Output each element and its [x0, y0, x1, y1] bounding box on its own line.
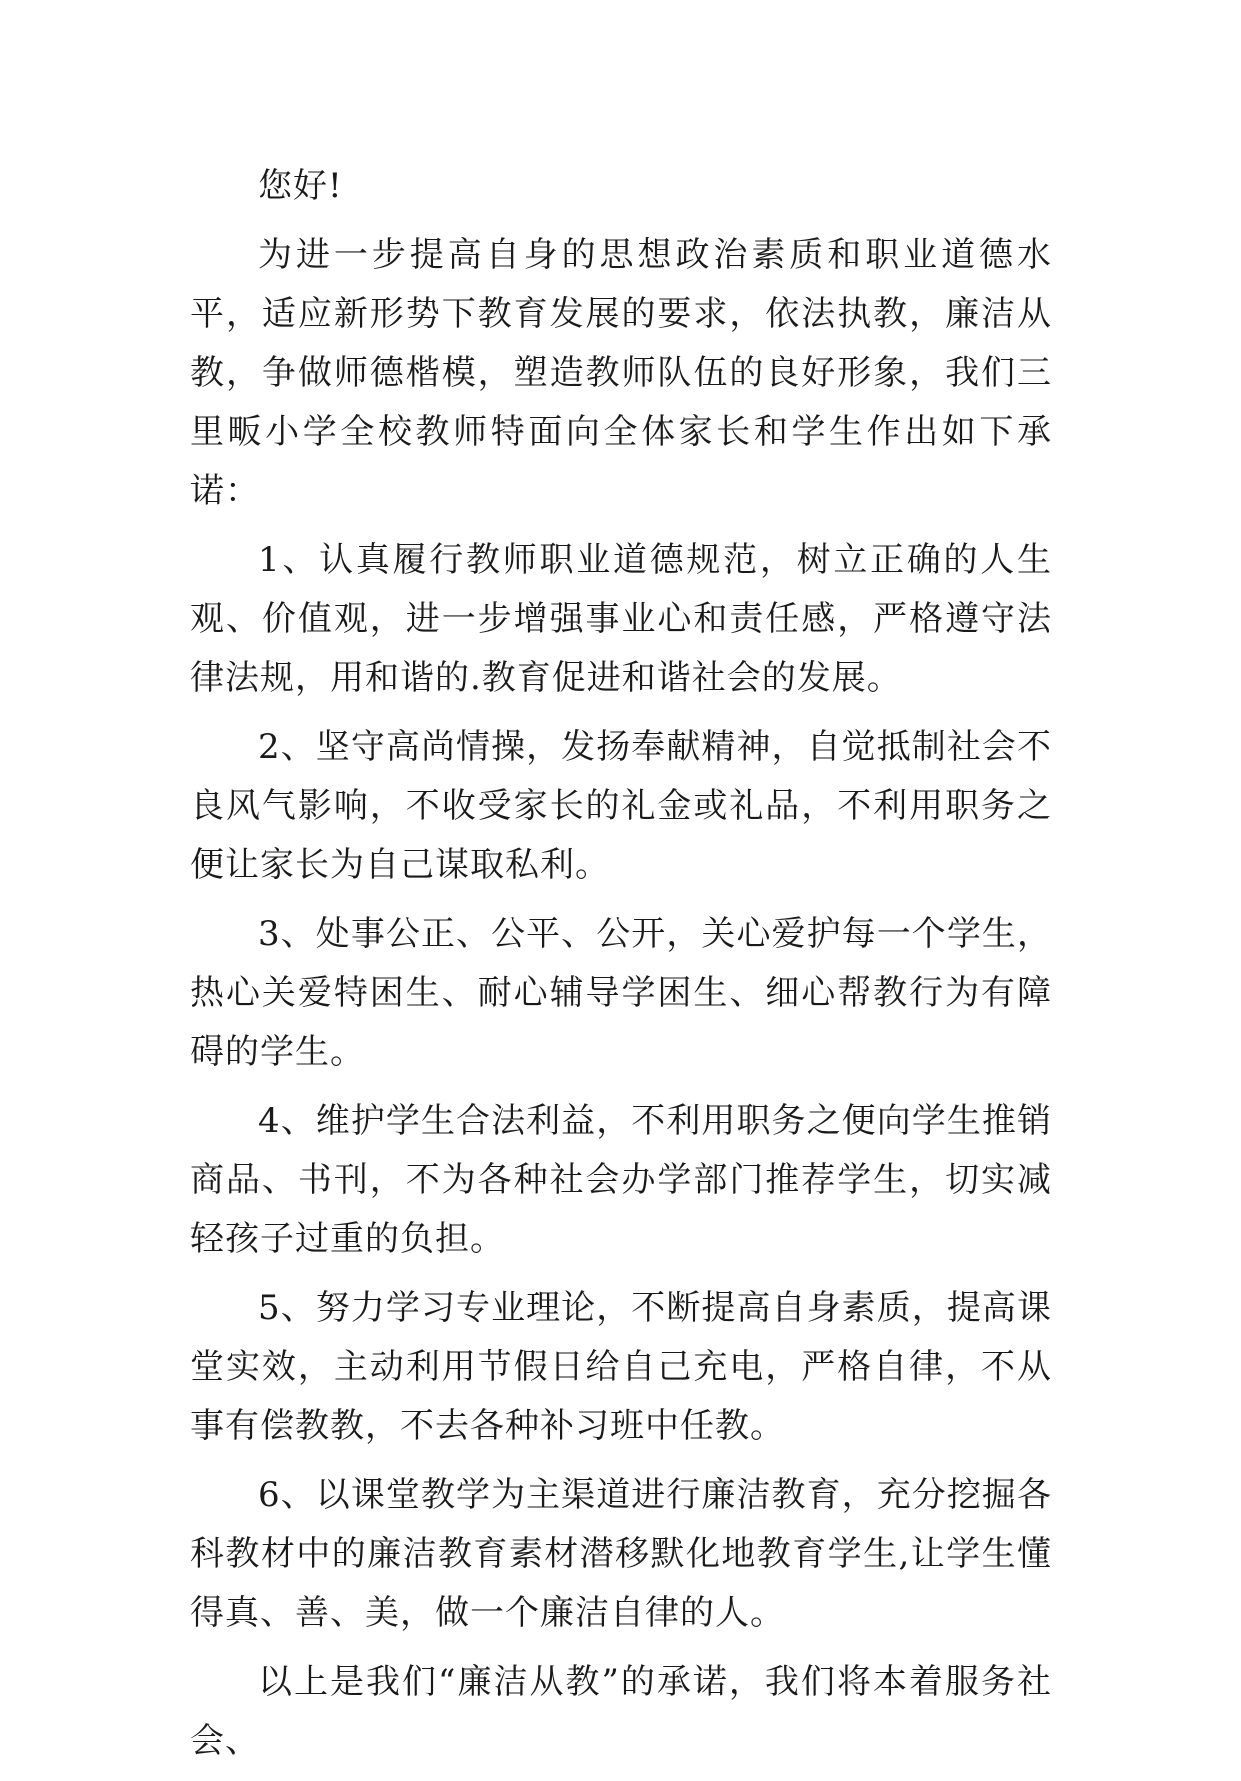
pledge-item-2: 2、坚守高尚情操，发扬奉献精神，自觉抵制社会不良风气影响，不收受家长的礼金或礼品，不利用职务之便让家长为自己谋取私利。	[190, 727, 1052, 885]
pledge-item-4: 4、维护学生合法利益，不利用职务之便向学生推销商品、书刊，不为各种社会办学部门推荐学生，切实减轻孩子过重的负担。	[190, 1101, 1052, 1259]
pledge-item-3: 3、处事公正、公平、公开，关心爱护每一个学生，热心关爱特困生、耐心辅导学困生、细心帮教行为有障碍的学生。	[190, 914, 1052, 1072]
pledge-item-5: 5、努力学习专业理论，不断提高自身素质，提高课堂实效，主动利用节假日给自己充电，严格自律，不从事有偿教教，不去各种补习班中任教。	[190, 1288, 1052, 1446]
pledge-item-1: 1、认真履行教师职业道德规范，树立正确的人生观、价值观，进一步增强事业心和责任感，严格遵守法律法规，用和谐的.教育促进和谐社会的发展。	[190, 540, 1052, 698]
intro-paragraph: 为进一步提高自身的思想政治素质和职业道德水平，适应新形势下教育发展的要求，依法执教，廉洁从教，争做师德楷模，塑造教师队伍的良好形象，我们三里畈小学全校教师特面向全体家长和学生作出如下承诺：	[190, 235, 1052, 511]
closing-paragraph: 以上是我们“廉洁从教”的承诺，我们将本着服务社会、	[190, 1662, 1052, 1761]
pledge-item-6: 6、以课堂教学为主渠道进行廉洁教育，充分挖掘各科教材中的廉洁教育素材潜移默化地教育学生,让学生懂得真、善、美，做一个廉洁自律的人。	[190, 1475, 1052, 1633]
greeting: 您好!	[258, 166, 343, 206]
document-body	[190, 157, 1052, 1781]
